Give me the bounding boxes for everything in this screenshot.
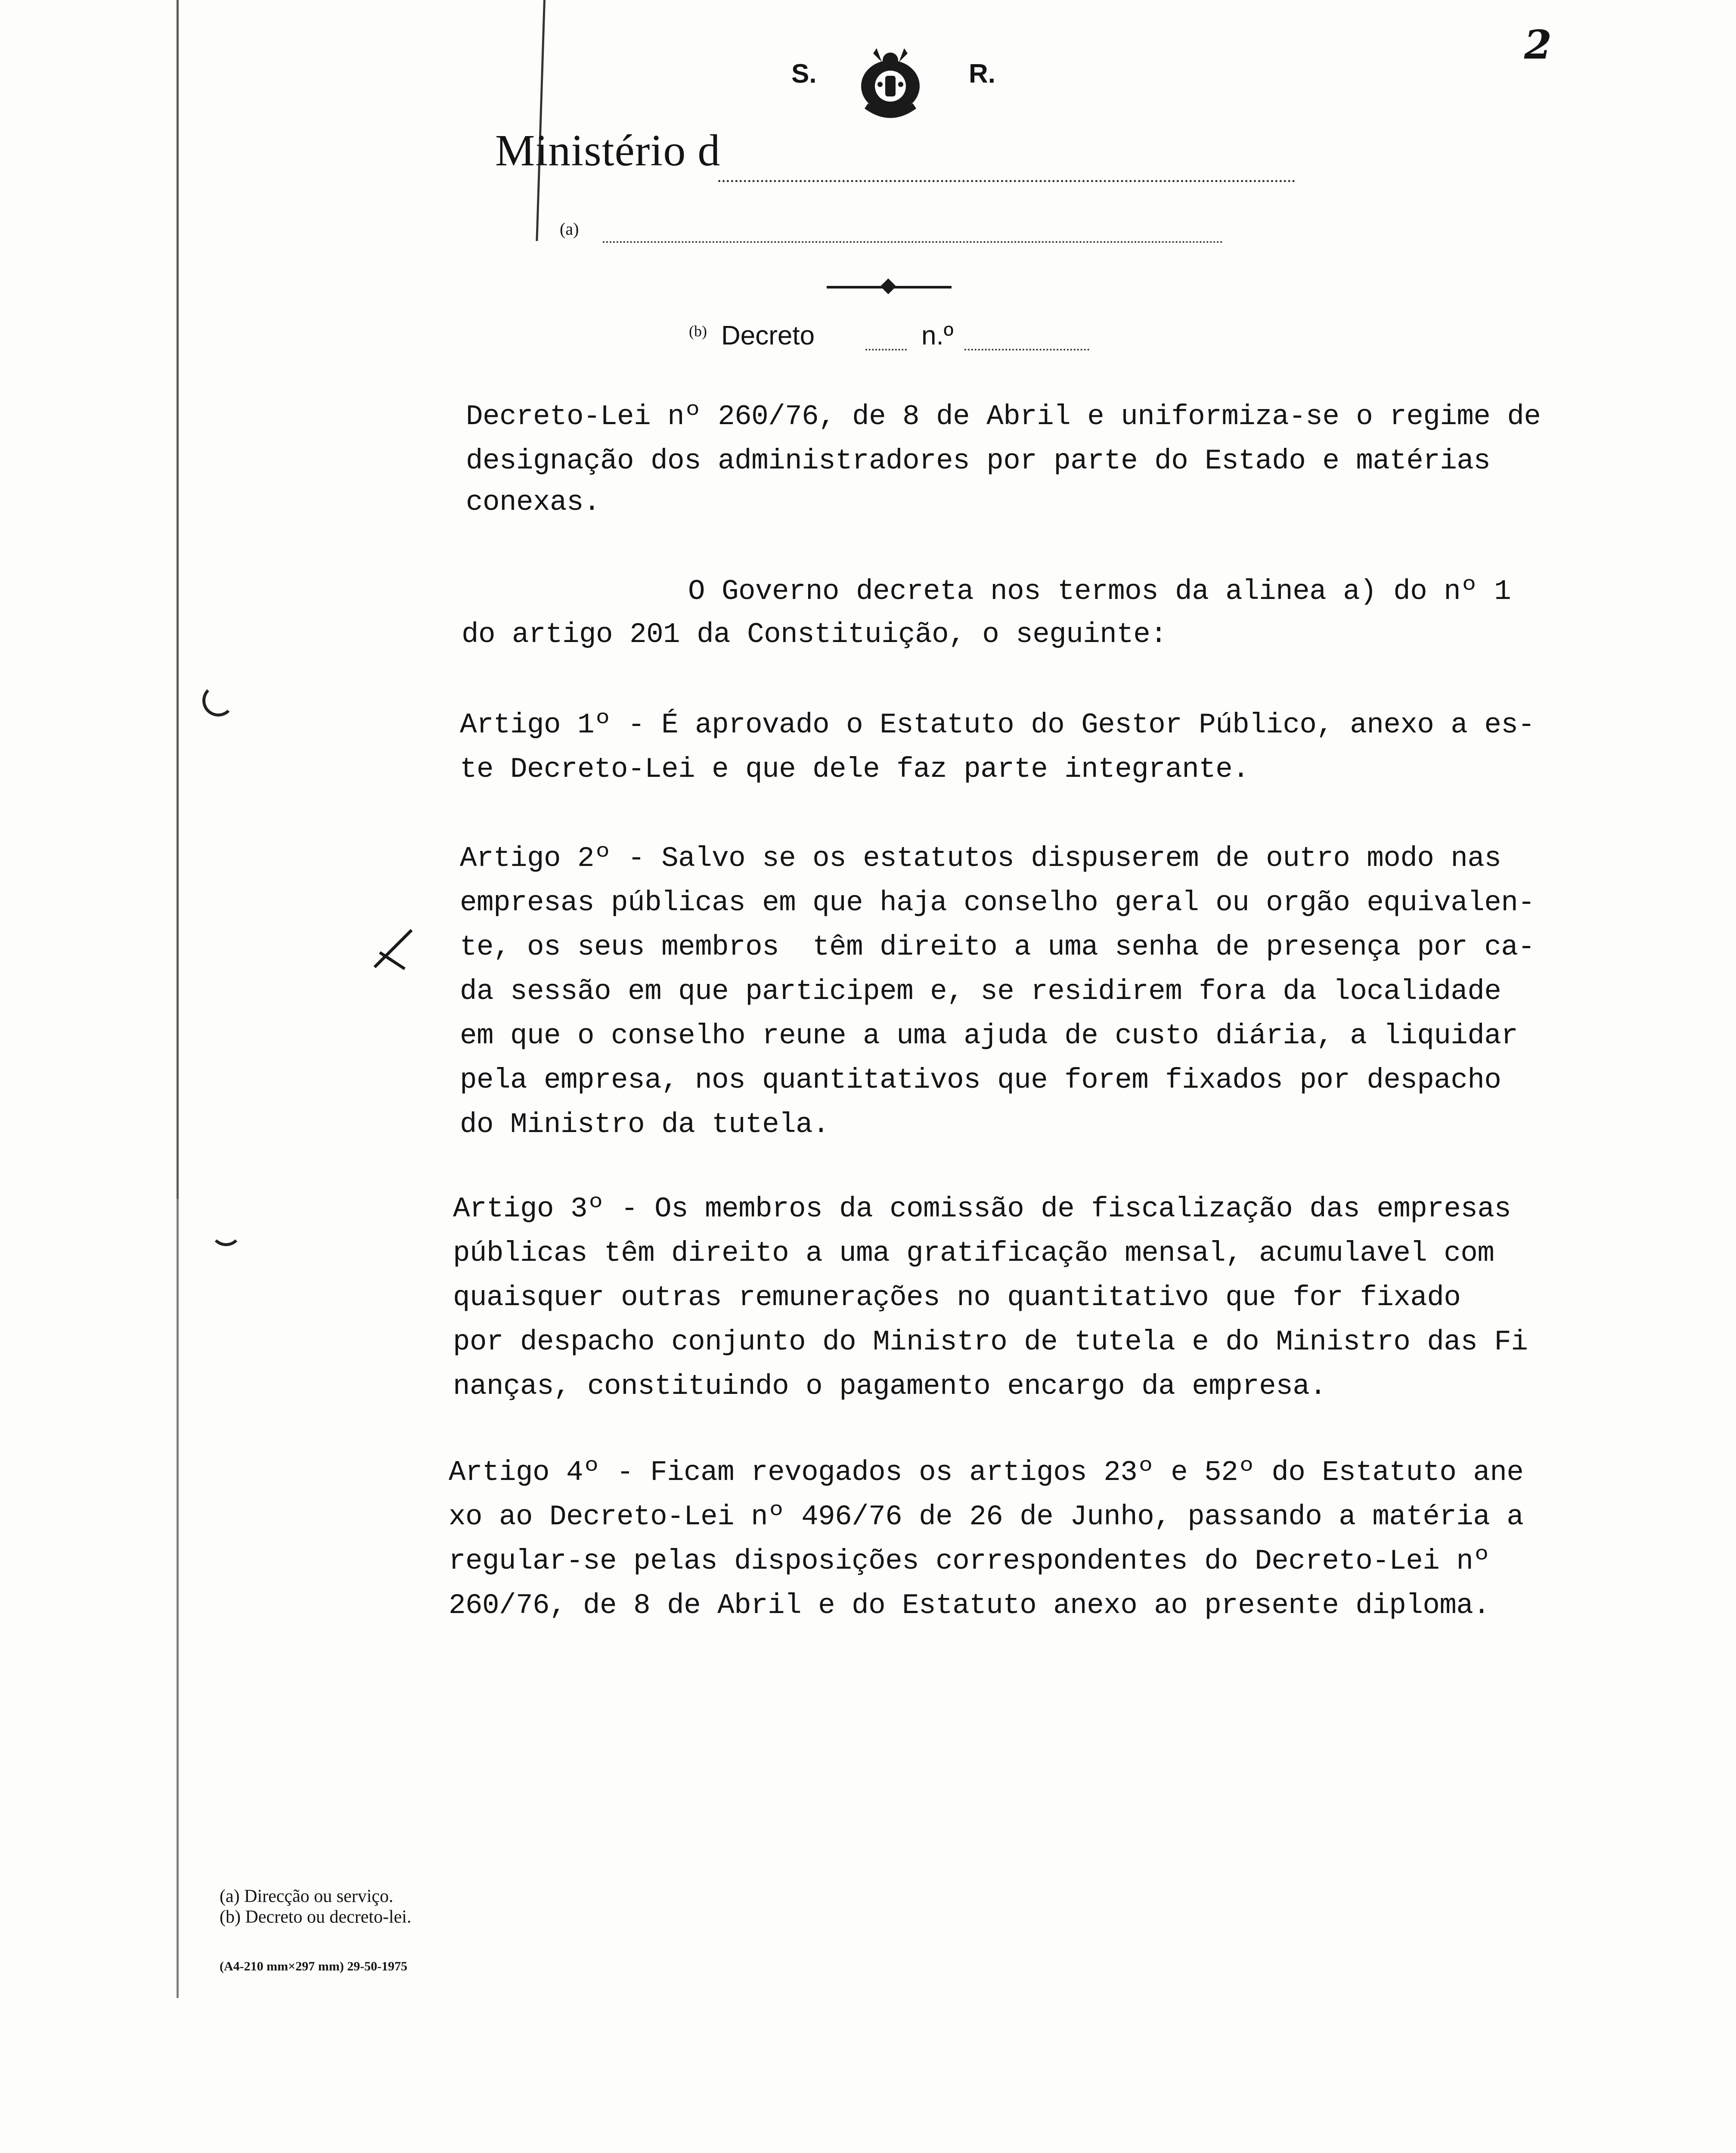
header-r: R.: [969, 59, 995, 89]
punch-hole-mark-bottom: [210, 1214, 242, 1246]
direction-fill-line: [603, 241, 1223, 243]
footnote-a: (a) Direcção ou serviço.: [220, 1886, 394, 1906]
artigo3-line-4: por despacho conjunto do Ministro de tutela e do Ministro das Fi: [453, 1326, 1528, 1358]
artigo1-line-2: te Decreto-Lei e que dele faz parte integrante.: [460, 753, 1249, 785]
punch-hole-mark-top: [202, 685, 234, 717]
artigo4-line-2: xo ao Decreto-Lei nº 496/76 de 26 de Junho, passando a matéria a: [449, 1501, 1524, 1533]
fold-line: [536, 0, 546, 241]
decreto-number-fill-line: [964, 349, 1089, 351]
artigo2-line-6: pela empresa, nos quantitativos que forem fixados por despacho: [460, 1064, 1501, 1096]
ministerio-fill-line: [718, 180, 1295, 182]
artigo3-line-3: quaisquer outras remunerações no quantitativo que for fixado: [453, 1281, 1461, 1314]
artigo2-line-1: Artigo 2º - Salvo se os estatutos dispuserem de outro modo nas: [460, 842, 1501, 875]
artigo4-line-4: 260/76, de 8 de Abril e do Estatuto anexo ao presente diploma.: [449, 1589, 1490, 1622]
preamble-line-2: do artigo 201 da Constituição, o seguinte:: [462, 618, 1167, 651]
artigo2-line-2: empresas públicas em que haja conselho geral ou orgão equivalen-: [460, 887, 1535, 919]
header-s: S.: [791, 59, 817, 89]
coat-of-arms-icon: [847, 41, 933, 127]
ministerio-heading: Ministério d: [495, 126, 721, 175]
intro-line-2: designação dos administradores por parte do Estado e matérias: [466, 445, 1491, 477]
artigo3-line-1: Artigo 3º - Os membros da comissão de fiscalização das empresas: [453, 1193, 1511, 1225]
intro-line-1: Decreto-Lei nº 260/76, de 8 de Abril e uniformiza-se o regime de: [466, 400, 1541, 433]
page-number: 2: [1524, 22, 1552, 68]
artigo2-line-3: te, os seus membros têm direito a uma senha de presença por ca-: [460, 931, 1535, 963]
left-margin-line: [177, 0, 179, 1998]
artigo1-line-1: Artigo 1º - É aprovado o Estatuto do Gestor Público, anexo a es-: [460, 709, 1535, 741]
ornament-diamond: [880, 279, 896, 295]
artigo2-line-4: da sessão em que participem e, se residirem fora da localidade: [460, 975, 1501, 1008]
footnote-b: (b) Decreto ou decreto-lei.: [220, 1907, 412, 1927]
artigo4-line-1: Artigo 4º - Ficam revogados os artigos 23º e 52º do Estatuto ane: [449, 1456, 1524, 1489]
decreto-label: Decreto: [721, 321, 815, 351]
artigo3-line-5: nanças, constituindo o pagamento encargo da empresa.: [453, 1370, 1327, 1402]
form-code: (A4-210 mm×297 mm) 29-50-1975: [220, 1959, 408, 1973]
artigo2-line-5: em que o conselho reune a uma ajuda de custo diária, a liquidar: [460, 1020, 1518, 1052]
intro-line-3: conexas.: [466, 486, 601, 518]
decreto-superscript: (b): [689, 323, 707, 340]
artigo3-line-2: públicas têm direito a uma gratificação mensal, acumulavel com: [453, 1237, 1494, 1269]
artigo4-line-3: regular-se pelas disposições correspondentes do Decreto-Lei nº: [449, 1545, 1490, 1577]
decreto-fill-line: [865, 349, 907, 351]
preamble-line-1: O Governo decreta nos termos da alinea a) do nº 1: [688, 575, 1511, 608]
direction-label: (a): [560, 219, 579, 239]
decreto-number-label: n.º: [921, 321, 954, 351]
margin-check-mark-icon: [370, 926, 418, 973]
artigo2-line-7: do Ministro da tutela.: [460, 1108, 830, 1141]
